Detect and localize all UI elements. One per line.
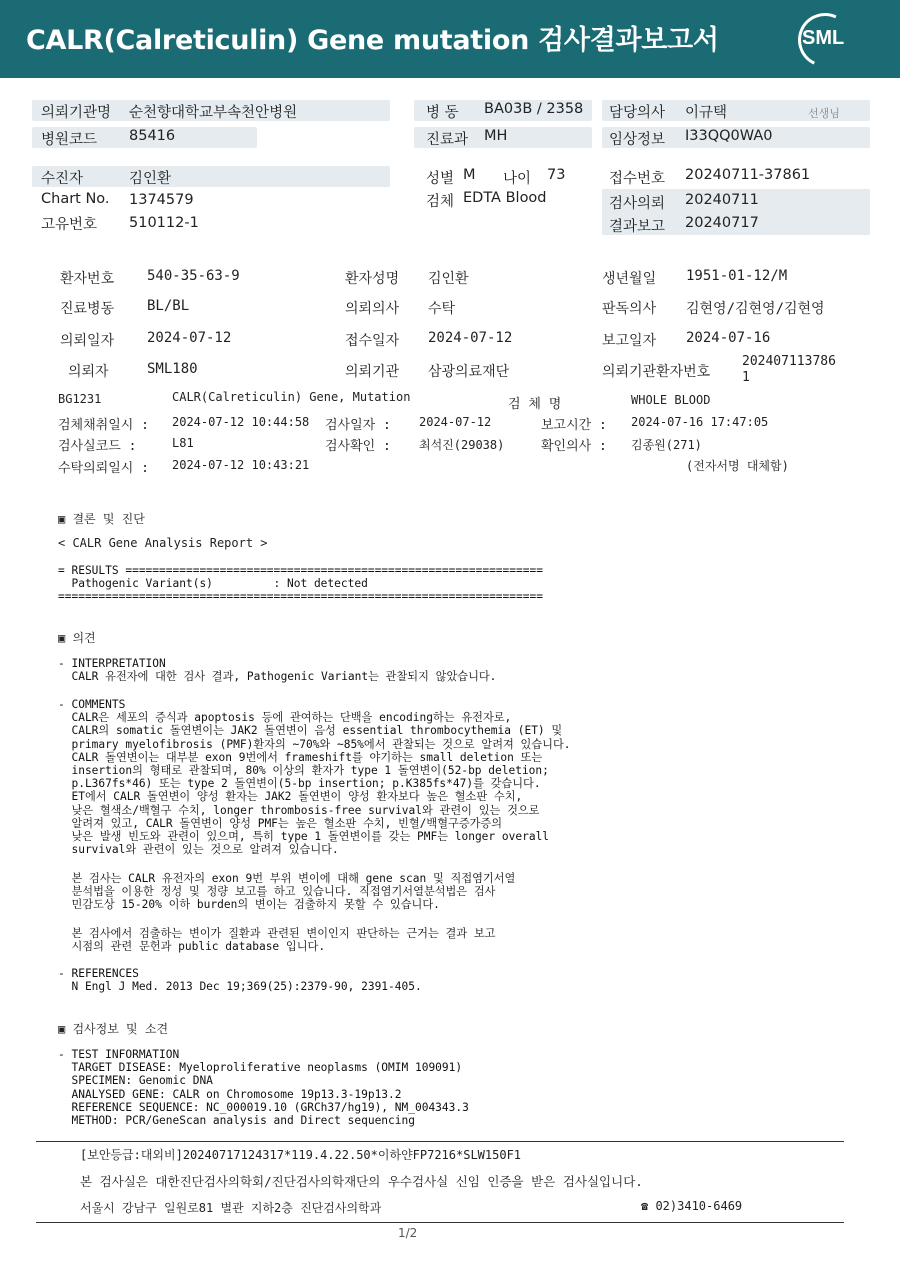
dept-value: MH (484, 128, 508, 144)
pt-reqdate-label: 의뢰일자 (60, 333, 115, 349)
consign-label: 수탁의뢰일시 : (58, 461, 150, 476)
test-name: CALR(Calreticulin) Gene, Mutation (172, 390, 411, 404)
hospcode-label: 병원코드 (41, 132, 98, 148)
sml-logo (798, 13, 852, 67)
sex-value: M (463, 167, 476, 183)
report-title: CALR(Calreticulin) Gene mutation 검사결과보고서 (26, 25, 719, 56)
collect-value: 2024-07-12 10:44:58 (172, 415, 310, 429)
pt-reqdoc-label: 의뢰의사 (345, 301, 400, 317)
specimen-name-label: 검 체 명 (508, 397, 562, 412)
confirm-label: 검사확인 : (325, 439, 391, 454)
logo-text: SML (802, 27, 845, 49)
pt-reader-label: 판독의사 (602, 301, 657, 317)
room-value: L81 (172, 436, 194, 450)
reporttime-value: 2024-07-16 17:47:05 (631, 415, 769, 429)
security-line: [보안등급:대외비]20240717124317*119.4.22.50*이하얀FP7216*SLW150F1 (80, 1148, 522, 1162)
pt-ward-value: BL/BL (147, 298, 190, 314)
inst-value: 순천향대학교부속천안병원 (129, 105, 298, 121)
patient-value: 김인환 (129, 171, 172, 187)
requested-value: 20240711 (685, 192, 759, 208)
pt-reader-value: 김현영/김현영/김현영 (686, 301, 825, 317)
collect-label: 검체채취일시 : (58, 418, 150, 433)
method-paragraph: 본 검사는 CALR 유전자의 exon 9번 부위 변이에 대해 gene scan 및 직접염기서열 분석법을 이용한 정성 및 정량 보고를 하고 있습니다. 직접염기서열분석법은 검사 민감도상 15-20% 이하 burden의 변이는 검출하지 못할 수 있습니다. (71, 872, 516, 912)
footer-top-rule (36, 1141, 844, 1142)
chart-label: Chart No. (41, 191, 110, 207)
inst-label: 의뢰기관명 (41, 105, 112, 121)
esign-note: (전자서명 대체함) (686, 459, 789, 473)
pt-reqdoc-value: 수탁 (428, 301, 456, 317)
reported-label: 결과보고 (609, 219, 666, 235)
pt-requester-label: 의뢰자 (68, 364, 109, 380)
consign-value: 2024-07-12 10:43:21 (172, 458, 310, 472)
specimen-value: EDTA Blood (463, 190, 547, 206)
results-block: = RESULTS ============================================================== Pathogenic Variant(s) : Not detected ======================================================================== (58, 564, 543, 604)
doctor-suffix: 선생님 (808, 107, 840, 120)
clinical-label: 임상정보 (609, 132, 666, 148)
pt-no-label: 환자번호 (60, 271, 115, 287)
hospcode-value: 85416 (129, 128, 176, 144)
certification-line: 본 검사실은 대한진단검사의학회/진단검사의학재단의 우수검사실 신임 인증을 받은 검사실입니다. (80, 1174, 643, 1189)
pt-no-value: 540-35-63-9 (147, 268, 240, 284)
pt-instpid-value: 202407113786 (742, 354, 836, 369)
footer-bottom-rule (36, 1222, 844, 1223)
reporttime-label: 보고시간 : (541, 418, 607, 433)
confirm-value: 최석진(29038) (419, 438, 505, 452)
specimen-label: 검체 (426, 194, 455, 210)
section-testinfo-title: ▣ 검사정보 및 소견 (58, 1022, 169, 1036)
chart-value: 1374579 (129, 192, 194, 208)
pt-requester-value: SML180 (147, 361, 198, 377)
address-line: 서울시 강남구 일원로81 별관 지하2층 진단검사의학과 (80, 1201, 382, 1215)
pt-instpid-value-2: 1 (742, 370, 750, 385)
test-information-block: - TEST INFORMATION TARGET DISEASE: Myeloproliferative neoplasms (OMIM 109091) SPECIMEN: Genomic DNA ANALYSED GENE: CALR on Chromosome 19p13.3-19p13.2 REFERENCE SEQUENCE: NC_000019.10 (GRCh37/hg19), NM_004343.3 METHOD: PCR/GeneScan analysis and Direct sequencing (58, 1048, 469, 1128)
age-label: 나이 (503, 171, 532, 187)
age-value: 73 (547, 167, 566, 183)
pt-dob-label: 생년월일 (602, 271, 657, 287)
pt-dob-value: 1951-01-12/M (686, 268, 788, 284)
pt-instpid-label: 의뢰기관환자번호 (602, 364, 711, 380)
pt-recvdate-label: 접수일자 (345, 333, 400, 349)
uid-value: 510112-1 (129, 215, 199, 231)
receipt-label: 접수번호 (609, 171, 666, 187)
doctor-label: 담당의사 (609, 105, 666, 121)
uid-label: 고유번호 (41, 217, 98, 233)
testdate-value: 2024-07-12 (419, 415, 492, 429)
pt-reqinst-label: 의뢰기관 (345, 364, 400, 380)
pt-name-label: 환자성명 (345, 271, 400, 287)
dept-label: 진료과 (426, 132, 469, 148)
verifier-value: 김종원(271) (631, 438, 702, 452)
sex-label: 성별 (426, 171, 455, 187)
report-header (0, 0, 900, 78)
pt-repdate-label: 보고일자 (602, 333, 657, 349)
room-label: 검사실코드 : (58, 439, 137, 454)
ward-label: 병 동 (426, 105, 459, 121)
pt-reqinst-value: 삼광의료재단 (428, 364, 510, 380)
section-opinion-title: ▣ 의견 (58, 631, 96, 645)
doctor-value: 이규택 (685, 105, 728, 121)
pt-name-value: 김인환 (428, 271, 469, 287)
requested-label: 검사의뢰 (609, 196, 666, 212)
pt-reqdate-value: 2024-07-12 (147, 330, 232, 346)
interpretation-block: - INTERPRETATION CALR 유전자에 대한 검사 결과, Pathogenic Variant는 관찰되지 않았습니다. (58, 657, 497, 684)
report-name: < CALR Gene Analysis Report > (58, 536, 268, 550)
reported-value: 20240717 (685, 215, 759, 231)
test-code: BG1231 (58, 392, 102, 406)
pt-repdate-value: 2024-07-16 (686, 330, 771, 346)
comments-block: - COMMENTS CALR은 세포의 증식과 apoptosis 등에 관여하는 단백을 encoding하는 유전자로, CALR의 somatic 돌연변이는 JAK2 돌연변이 음성 essential thrombocythemia (ET) 및 primary myelofibrosis (PMF)환자의 ~70%와 ~85%에서 관찰되는 것으로 알려져 있습니다. CALR 돌연변이는 대부분 exon 9번에서 frameshift를 야기하는 small deletion 또는 insertion의 형태로 관찰되며, 80% 이상의 환자가 type 1 돌연변이(52-bp deletion; p.L367fs*46) 또는 type 2 돌연변이(5-bp insertion; p.K385fs*47)를 갖습니다. ET에서 CALR 돌연변이 양성 환자는 JAK2 돌연변이 양성 환자보다 높은 혈소판 수치, 낮은 혈색소/백혈구 수치, longer thrombosis-free survival와 관련이 있는 것으로 알려져 있고, CALR 돌연변이 양성 PMF는 높은 혈소판 수치, 빈혈/백혈구증가증의 낮은 발생 빈도와 관련이 있으며, 특히 type 1 돌연변이를 갖는 PMF는 longer overall survival와 관련이 있는 것으로 알려져 있습니다. (58, 698, 571, 857)
page-number: 1/2 (398, 1226, 418, 1240)
specimen-name-value: WHOLE BLOOD (631, 393, 711, 407)
pt-ward-label: 진료병동 (60, 301, 115, 317)
section-conclusion-title: ▣ 결론 및 진단 (58, 512, 145, 526)
pt-recvdate-value: 2024-07-12 (428, 330, 513, 346)
testdate-label: 검사일자 : (325, 418, 391, 433)
verifier-label: 확인의사 : (541, 439, 607, 454)
basis-paragraph: 본 검사에서 검출하는 변이가 질환과 관련된 변이인지 판단하는 근거는 결과 보고 시점의 관련 문헌과 public database 입니다. (71, 927, 496, 954)
ward-value: BA03B / 2358 (484, 101, 584, 117)
clinical-value: I33QQ0WA0 (685, 128, 773, 144)
receipt-value: 20240711-37861 (685, 167, 811, 183)
references-block: - REFERENCES N Engl J Med. 2013 Dec 19;369(25):2379-90, 2391-405. (58, 967, 422, 994)
patient-pill (32, 166, 390, 187)
phone-line: ☎ 02)3410-6469 (641, 1199, 743, 1213)
patient-label: 수진자 (41, 171, 84, 187)
